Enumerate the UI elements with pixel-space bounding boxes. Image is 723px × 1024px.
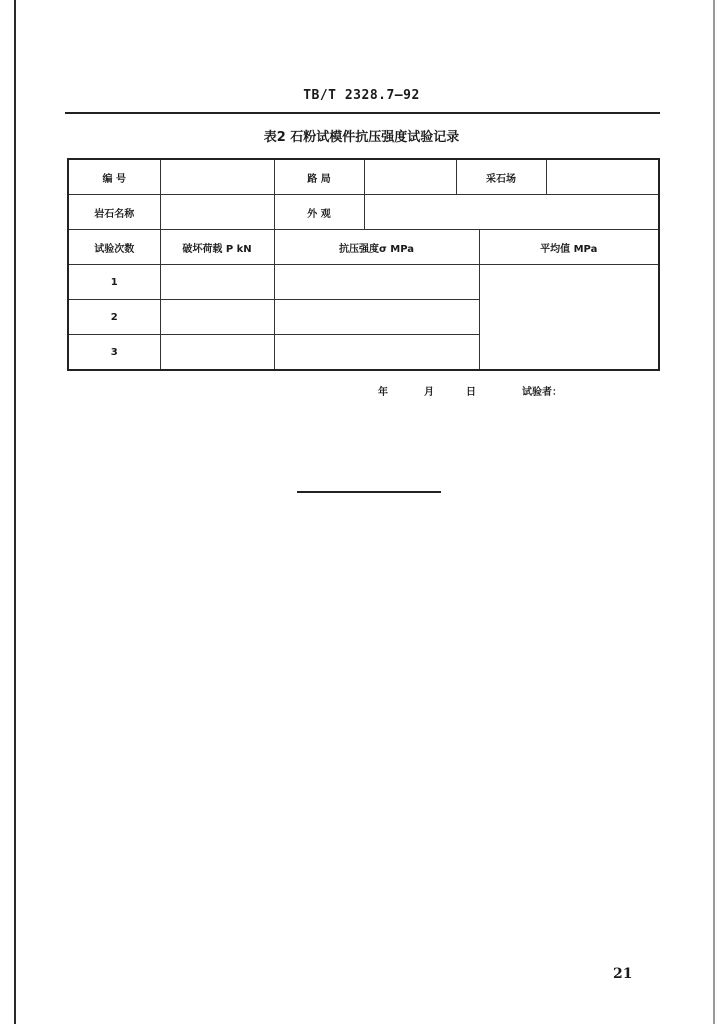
standard-code: TB/T 2328.7—92	[303, 88, 420, 103]
signature-line	[0, 383, 723, 397]
day-label: 日	[466, 387, 476, 398]
row-index: 3	[68, 335, 160, 371]
end-rule	[297, 491, 441, 493]
row-index: 1	[68, 265, 160, 300]
railway-bureau-value-cell	[364, 159, 456, 195]
compressive-strength-cell	[274, 335, 479, 371]
compressive-strength-cell	[274, 265, 479, 300]
failure-load-cell	[160, 335, 274, 371]
page-left-edge	[14, 0, 16, 1024]
average-header: 平均值 MPa	[479, 230, 659, 265]
failure-load-header: 破坏荷载 P kN	[160, 230, 274, 265]
failure-load-cell	[160, 300, 274, 335]
failure-load-cell	[160, 265, 274, 300]
average-value-cell	[479, 265, 659, 371]
test-record-table	[67, 158, 660, 371]
table-title: 表2 石粉试模件抗压强度试验记录	[263, 130, 460, 145]
compressive-strength-cell	[274, 300, 479, 335]
appearance-value-cell	[364, 195, 659, 230]
row-index: 2	[68, 300, 160, 335]
table-row	[68, 265, 659, 300]
number-value-cell	[160, 159, 274, 195]
year-label: 年	[378, 387, 388, 398]
month-label: 月	[424, 387, 434, 398]
tester-label: 试验者：	[522, 387, 562, 398]
table-row	[68, 195, 659, 230]
quarry-value-cell	[546, 159, 659, 195]
page-number: 21	[613, 966, 633, 982]
test-count-header: 试验次数	[68, 230, 160, 265]
table-row	[68, 159, 659, 195]
appearance-label: 外 观	[274, 195, 364, 230]
number-label: 编 号	[68, 159, 160, 195]
rock-name-value-cell	[160, 195, 274, 230]
railway-bureau-label: 路 局	[274, 159, 364, 195]
quarry-label: 采石场	[456, 159, 546, 195]
header-rule	[65, 112, 660, 114]
compressive-strength-header: 抗压强度σ MPa	[274, 230, 479, 265]
page-right-edge	[713, 0, 715, 1024]
rock-name-label: 岩石名称	[68, 195, 160, 230]
table-row	[68, 230, 659, 265]
